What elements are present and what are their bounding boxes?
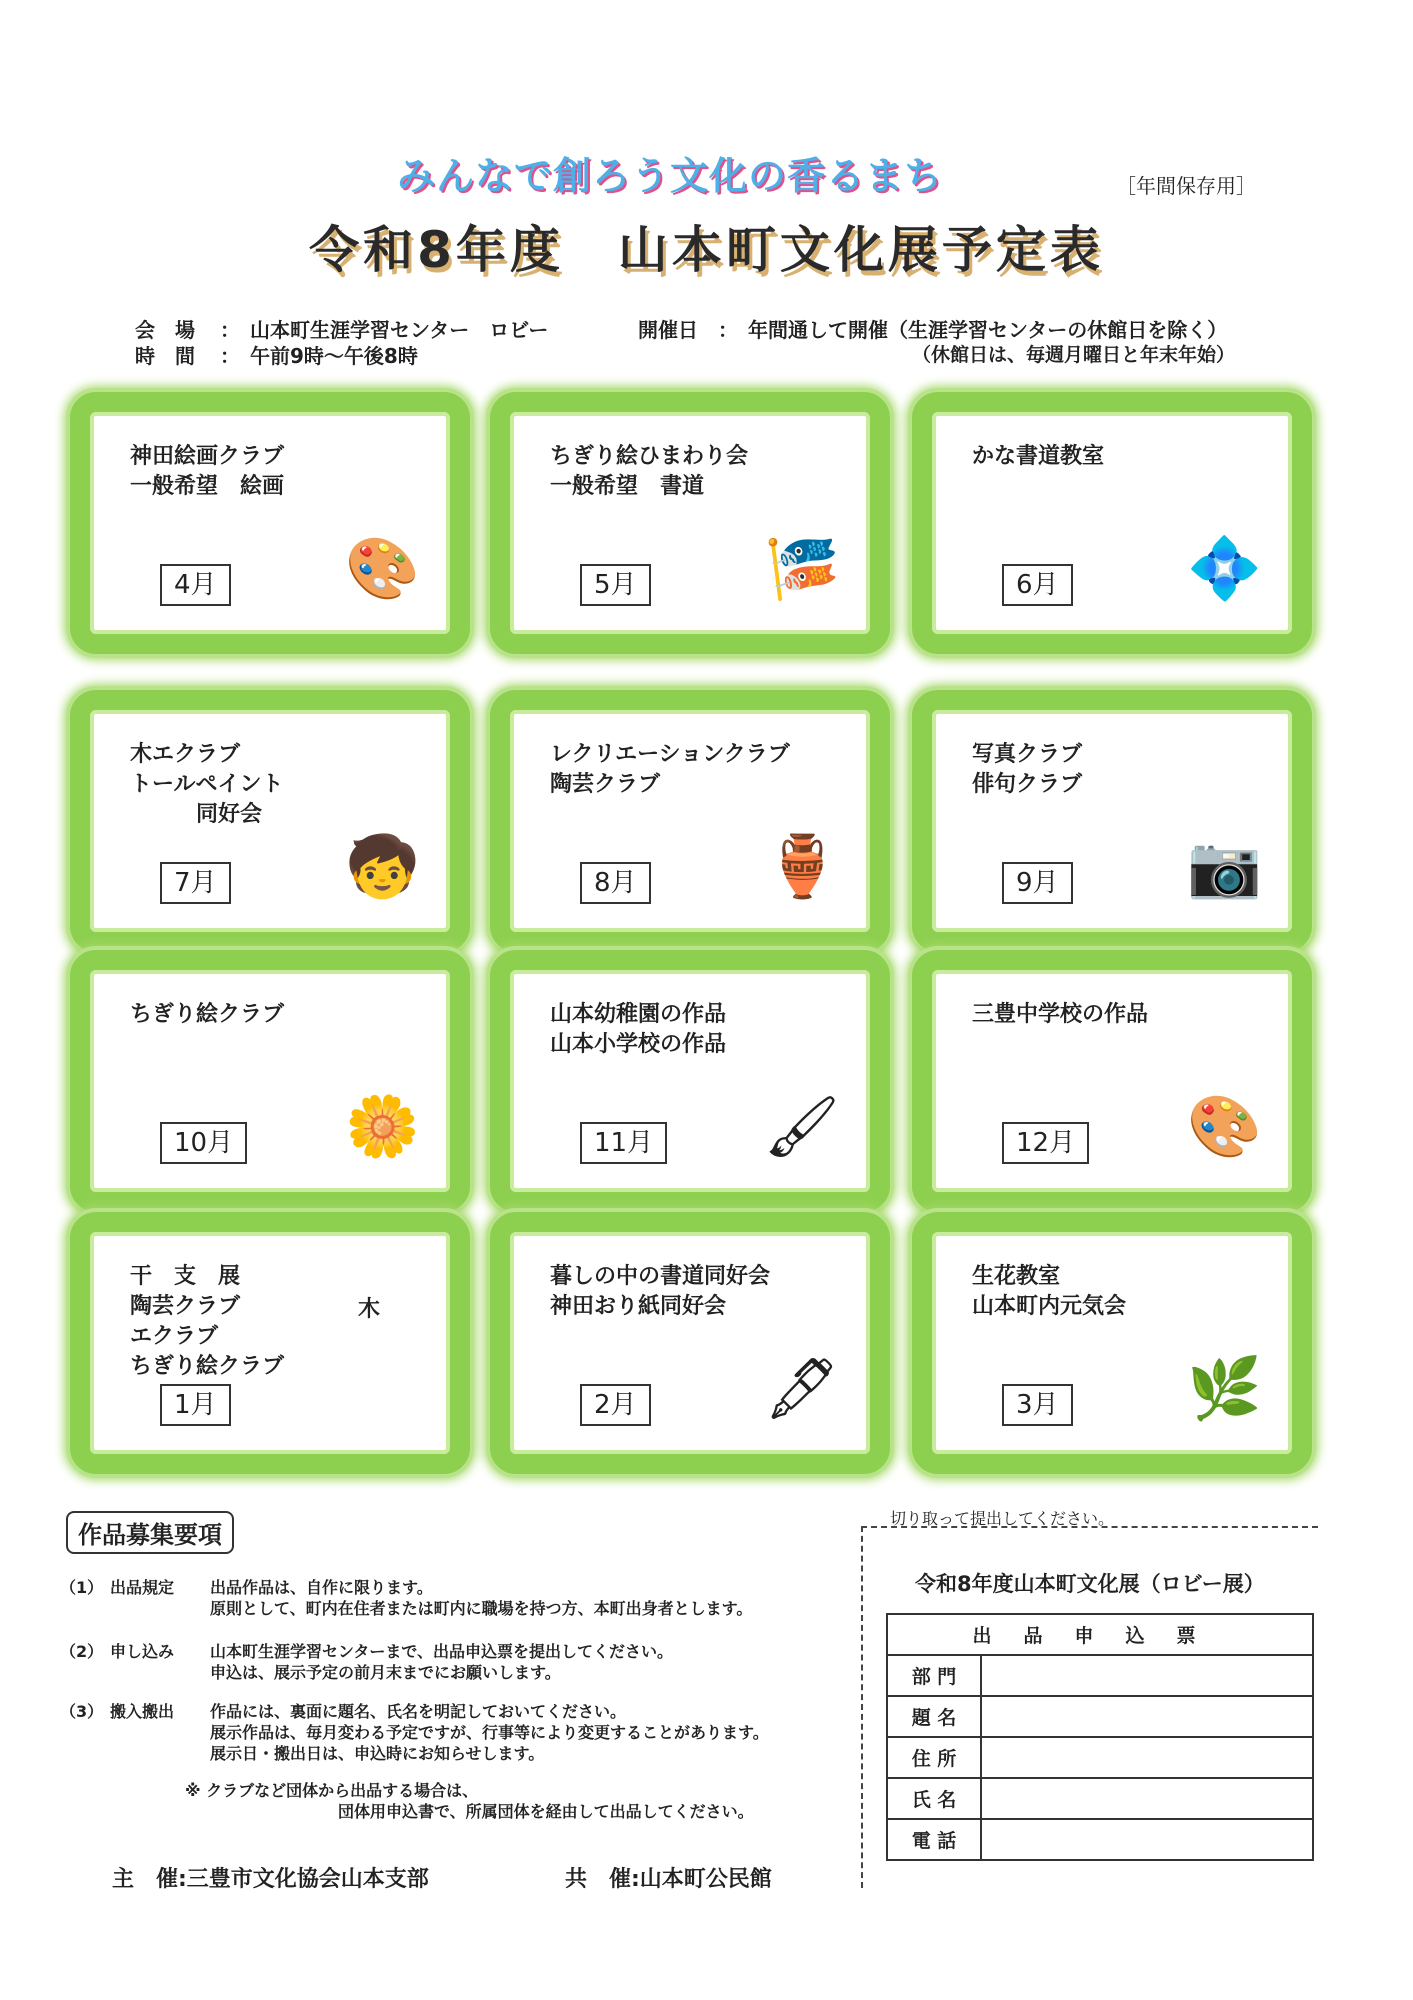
page-title: 令和8年度 山本町文化展予定表 [309,221,1104,279]
organizer: 主 催:三豊市文化協会山本支部 [112,1867,429,1892]
children-calligraphy-icon: 🖌 [763,1092,840,1162]
ikebana-icon: 🌿 [1187,1354,1262,1424]
note-1: ※ クラブなど団体から出品する場合は、 [185,1781,479,1800]
card-label: レクリエーションクラブ 陶芸クラブ [550,742,790,797]
card-label: 山本幼稚園の作品 山本小学校の作品 [550,1002,727,1057]
month-label: 7月 [160,862,231,904]
venue-label: 会 場 [135,318,195,342]
dates: ： 年間通して開催（生涯学習センターの休館日を除く） [718,318,1228,342]
field-title[interactable] [981,1696,1313,1737]
item-number: （2） [60,1642,104,1661]
co-organizer: 共 催:山本町公民館 [565,1867,772,1892]
schedule-card [70,690,470,952]
schedule-card [70,950,470,1212]
painter-icon: 🎨 [345,534,420,604]
schedule-card [70,392,470,654]
card-label: ちぎり絵ひまわり会 一般希望 書道 [550,444,749,499]
item-line: 出品作品は、自作に限ります。 [210,1578,433,1597]
item-number: （1） [60,1578,104,1597]
item-line: 原則として、町内在住者または町内に職場を持つ方、本町出身者とします。 [210,1599,753,1618]
closed-days: （休館日は、毎週月曜日と年末年始） [912,344,1236,366]
month-label: 1月 [160,1384,231,1426]
row-label: 電 話 [887,1819,981,1860]
time-label: 時 間 [135,344,195,368]
schedule-card [912,1212,1312,1474]
time: ： 午前9時～午後8時 [220,344,418,368]
child-crafting-icon: 🧒 [345,832,420,902]
item-key: 出品規定 [110,1578,175,1597]
hydrangea-icon: 💠 [1187,534,1262,604]
row-label: 部 門 [887,1655,981,1696]
schedule-card [490,1212,890,1474]
month-label: 9月 [1002,862,1073,904]
month-label: 5月 [580,564,651,606]
item-key: 搬入搬出 [110,1702,175,1721]
item-line: 展示日・搬出日は、申込時にお知らせします。 [210,1744,545,1763]
row-label: 氏 名 [887,1778,981,1819]
schedule-card [490,690,890,952]
schedule-card [912,950,1312,1212]
card-label: 干 支 展 陶芸クラブ エクラブ ちぎり絵クラブ [130,1264,285,1379]
application-form [886,1613,1314,1861]
field-address[interactable] [981,1737,1313,1778]
card-label: 木エクラブ トールペイント 同好会 [130,742,284,827]
item-line: 山本町生涯学習センターまで、出品申込票を提出してください。 [210,1642,674,1661]
card-label: 暮しの中の書道同好会 神田おり紙同好会 [550,1264,771,1319]
paint-palette-icon: 🎨 [1187,1092,1262,1162]
form-header: 出品申込票 [887,1614,1313,1655]
card-label: ちぎり絵クラブ [130,1002,285,1027]
card-label: 写真クラブ 俳句クラブ [972,742,1083,797]
card-label: 神田絵画クラブ 一般希望 絵画 [130,444,285,499]
field-phone[interactable] [981,1819,1313,1860]
keep-label: ［年間保存用］ [1116,174,1256,198]
month-label: 3月 [1002,1384,1073,1426]
schedule-card [70,1212,470,1474]
carp-streamer-icon: 🎏 [765,534,840,604]
recruit-heading: 作品募集要項 [66,1511,234,1554]
cut-note: 切り取って提出してください。 [890,1509,1115,1528]
venue: ： 山本町生涯学習センター ロビー [220,318,549,342]
month-label: 4月 [160,564,231,606]
schedule-card [490,950,890,1212]
schedule-card [912,392,1312,654]
item-line: 申込は、展示予定の前月末までにお願いします。 [210,1663,561,1682]
month-label: 12月 [1002,1122,1089,1164]
schedule-card [912,690,1312,952]
month-label: 10月 [160,1122,247,1164]
field-department[interactable] [981,1655,1313,1696]
pottery-icon: 🏺 [765,832,840,902]
row-label: 住 所 [887,1737,981,1778]
card-label: 生花教室 山本町内元気会 [972,1264,1127,1319]
schedule-card [490,392,890,654]
catchphrase: みんなで創ろう文化の香るまち [396,154,943,198]
note-2: 団体用申込書で、所属団体を経由して出品してください。 [338,1802,754,1821]
card-label: かな書道教室 [972,444,1105,469]
month-label: 2月 [580,1384,651,1426]
dates-label: 開催日 [638,318,698,342]
item-number: （3） [60,1702,104,1721]
camera-icon: 📷 [1187,832,1262,902]
month-label: 8月 [580,862,651,904]
item-line: 展示作品は、毎月変わる予定ですが、行事等により変更することがあります。 [210,1723,769,1742]
month-label: 6月 [1002,564,1073,606]
card-extra: 木 [357,1297,380,1322]
month-label: 11月 [580,1122,667,1164]
form-title: 令和8年度山本町文化展（ロビー展） [915,1572,1265,1596]
chrysanthemum-icon: 🌼 [345,1092,420,1162]
field-name[interactable] [981,1778,1313,1819]
item-key: 申し込み [110,1642,175,1661]
inkstone-icon: 🖋 [763,1354,840,1424]
card-label: 三豊中学校の作品 [972,1002,1149,1027]
item-line: 作品には、裏面に題名、氏名を明記しておいてください。 [210,1702,627,1721]
row-label: 題 名 [887,1696,981,1737]
